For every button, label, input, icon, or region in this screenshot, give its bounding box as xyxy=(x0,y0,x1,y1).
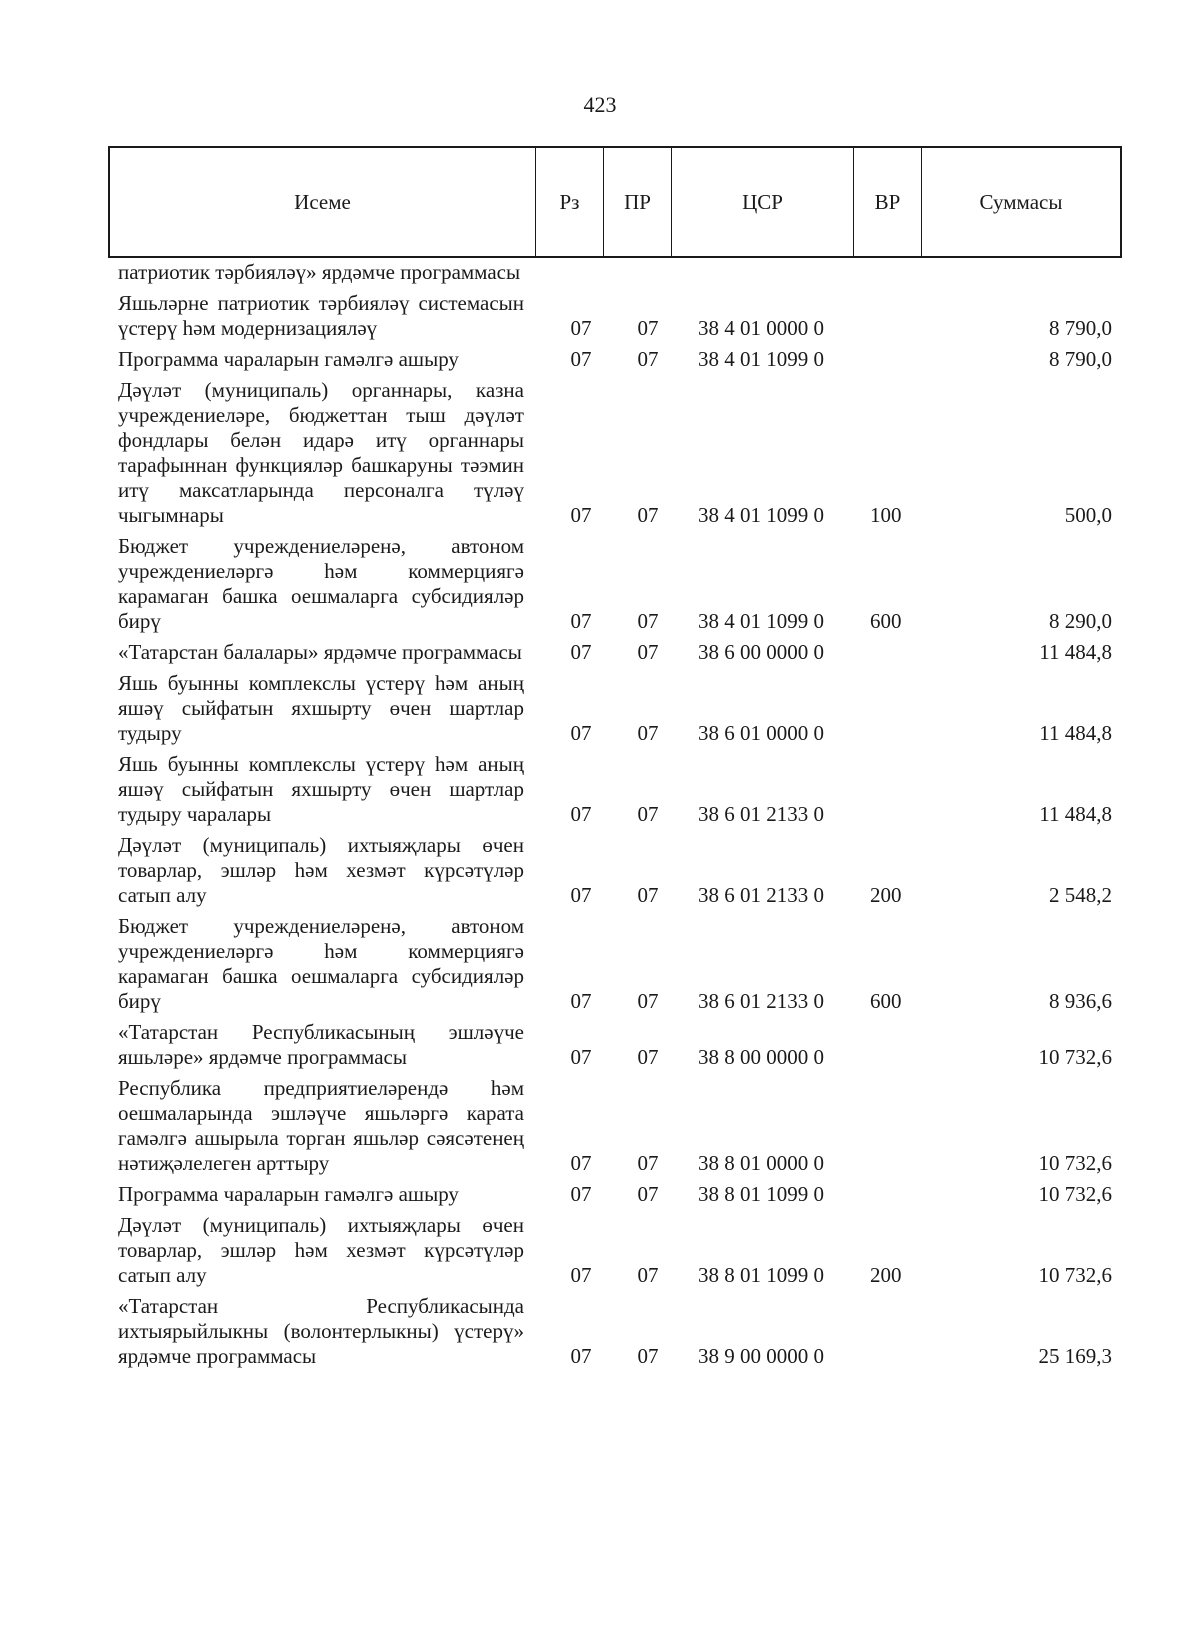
cell-pr: 07 xyxy=(637,347,659,371)
cell-csr: 38 9 00 0000 0 xyxy=(698,1344,824,1368)
cell-csr: 38 6 01 2133 0 xyxy=(698,883,824,907)
cell-rz: 07 xyxy=(570,503,592,527)
table-row xyxy=(118,1076,1122,1176)
cell-csr: 38 6 01 0000 0 xyxy=(698,721,824,745)
cell-csr: 38 8 01 1099 0 xyxy=(698,1263,824,1287)
cell-sum: 11 484,8 xyxy=(1039,721,1112,745)
cell-pr: 07 xyxy=(637,1045,659,1069)
cell-csr: 38 8 00 0000 0 xyxy=(698,1045,824,1069)
column-header-sum: Суммасы xyxy=(979,189,1063,214)
cell-pr: 07 xyxy=(637,1344,659,1368)
cell-rz: 07 xyxy=(570,1151,592,1175)
cell-name: Программа чараларын гамәлгә ашыру xyxy=(118,1182,459,1206)
cell-sum: 8 936,6 xyxy=(1049,989,1112,1013)
cell-rz: 07 xyxy=(570,883,592,907)
cell-vr: 200 xyxy=(870,883,902,907)
table-row xyxy=(118,640,1122,665)
column-header-vr: ВР xyxy=(854,148,922,256)
cell-rz: 07 xyxy=(570,609,592,633)
cell-csr: 38 6 01 2133 0 xyxy=(698,802,824,826)
cell-csr: 38 6 01 2133 0 xyxy=(698,989,824,1013)
cell-vr: 100 xyxy=(870,503,902,527)
cell-sum: 10 732,6 xyxy=(1038,1182,1112,1206)
cell-csr: 38 4 01 0000 0 xyxy=(698,316,824,340)
cell-pr: 07 xyxy=(637,316,659,340)
cell-csr: 38 4 01 1099 0 xyxy=(698,609,824,633)
cell-name: Дәүләт (муниципаль) ихтыяҗлары өчен товарлар, эшләр һәм хезмәт күрсәтүләр сатып алу xyxy=(118,833,524,907)
table-row xyxy=(118,833,1122,908)
cell-name: Дәүләт (муниципаль) ихтыяҗлары өчен товарлар, эшләр һәм хезмәт күрсәтүләр сатып алу xyxy=(118,1213,524,1287)
cell-pr: 07 xyxy=(637,1182,659,1206)
cell-name: Дәүләт (муниципаль) органнары, казна учреждениеләре, бюджеттан тыш дәүләт фондлары белән идарә итү органнары тарафыннан функцияләр башкаруны тәэмин итү максатларында персоналга түләү чыгымнары xyxy=(118,378,524,527)
table-row xyxy=(118,1020,1122,1070)
table-row xyxy=(118,347,1122,372)
column-header-name: Исеме xyxy=(110,148,536,256)
cell-csr: 38 4 01 1099 0 xyxy=(698,503,824,527)
cell-name: Яшь буынны комплекслы үстерү һәм аның яшәү сыйфатын яхшырту өчен шартлар тудыру чаралары xyxy=(118,752,524,826)
column-header-pr: ПР xyxy=(604,148,672,256)
table-row xyxy=(118,291,1122,341)
cell-rz: 07 xyxy=(570,989,592,1013)
cell-name: Яшьләрне патриотик тәрбияләү системасын үстерү һәм модернизацияләү xyxy=(118,291,524,340)
cell-csr: 38 4 01 1099 0 xyxy=(698,347,824,371)
cell-rz: 07 xyxy=(570,316,592,340)
cell-rz: 07 xyxy=(570,721,592,745)
table-row xyxy=(118,671,1122,746)
cell-sum: 8 790,0 xyxy=(1049,347,1112,371)
cell-sum: 8 790,0 xyxy=(1049,316,1112,340)
cell-name: «Татарстан Республикасында ихтыярыйлыкны (волонтерлыкны) үстерү» ярдәмче программасы xyxy=(118,1294,524,1368)
table-row xyxy=(118,752,1122,827)
cell-name: «Татарстан балалары» ярдәмче программасы xyxy=(118,640,522,664)
table-row xyxy=(118,1213,1122,1288)
cell-name: Яшь буынны комплекслы үстерү һәм аның яшәү сыйфатын яхшырту өчен шартлар тудыру xyxy=(118,671,524,745)
cell-sum: 10 732,6 xyxy=(1038,1045,1112,1069)
cell-name: «Татарстан Республикасының эшләүче яшьләре» ярдәмче программасы xyxy=(118,1020,524,1069)
cell-csr: 38 8 01 0000 0 xyxy=(698,1151,824,1175)
cell-name: Бюджет учреждениеләренә, автоном учреждениеләргә һәм коммерциягә карамаган башка оешмаларга субсидияләр бирү xyxy=(118,914,524,1013)
cell-rz: 07 xyxy=(570,640,592,664)
cell-sum: 10 732,6 xyxy=(1038,1151,1112,1175)
cell-pr: 07 xyxy=(637,503,659,527)
column-header-rz: Рз xyxy=(536,148,604,256)
cell-sum: 11 484,8 xyxy=(1039,802,1112,826)
cell-pr: 07 xyxy=(637,802,659,826)
cell-pr: 07 xyxy=(637,1151,659,1175)
cell-sum: 8 290,0 xyxy=(1049,609,1112,633)
cell-csr: 38 6 00 0000 0 xyxy=(698,640,824,664)
cell-rz: 07 xyxy=(570,1182,592,1206)
cell-rz: 07 xyxy=(570,1263,592,1287)
column-header-csr: ЦСР xyxy=(672,148,854,256)
cell-sum: 11 484,8 xyxy=(1039,640,1112,664)
cell-sum: 500,0 xyxy=(1064,503,1112,527)
cell-rz: 07 xyxy=(570,1344,592,1368)
cell-pr: 07 xyxy=(637,1263,659,1287)
cell-sum: 10 732,6 xyxy=(1038,1263,1112,1287)
cell-name: Республика предприятиеләрендә һәм оешмаларында эшләүче яшьләргә карата гамәлгә ашырыла торган яшьләр сәясәтенең нәтиҗәлелеген арттыру xyxy=(118,1076,524,1175)
cell-vr: 600 xyxy=(870,989,902,1013)
cell-rz: 07 xyxy=(570,347,592,371)
table-header xyxy=(108,146,1122,258)
cell-sum: 25 169,3 xyxy=(1038,1344,1112,1368)
cell-vr: 200 xyxy=(870,1263,902,1287)
cell-name: Бюджет учреждениеләренә, автоном учреждениеләргә һәм коммерциягә карамаган башка оешмаларга субсидияләр бирү xyxy=(118,534,524,633)
table-row xyxy=(118,1294,1122,1369)
cell-pr: 07 xyxy=(637,721,659,745)
table-row xyxy=(118,260,1122,285)
cell-pr: 07 xyxy=(637,640,659,664)
cell-pr: 07 xyxy=(637,989,659,1013)
cell-name: патриотик тәрбияләү» ярдәмче программасы xyxy=(118,260,521,284)
cell-rz: 07 xyxy=(570,1045,592,1069)
page-number: 423 xyxy=(583,92,617,117)
cell-rz: 07 xyxy=(570,802,592,826)
table-row xyxy=(118,378,1122,528)
cell-name: Программа чараларын гамәлгә ашыру xyxy=(118,347,459,371)
table-row xyxy=(118,534,1122,634)
table-row xyxy=(118,914,1122,1014)
table-body xyxy=(118,260,1122,1375)
table-row xyxy=(118,1182,1122,1207)
cell-pr: 07 xyxy=(637,609,659,633)
cell-sum: 2 548,2 xyxy=(1049,883,1112,907)
cell-csr: 38 8 01 1099 0 xyxy=(698,1182,824,1206)
cell-vr: 600 xyxy=(870,609,902,633)
cell-pr: 07 xyxy=(637,883,659,907)
